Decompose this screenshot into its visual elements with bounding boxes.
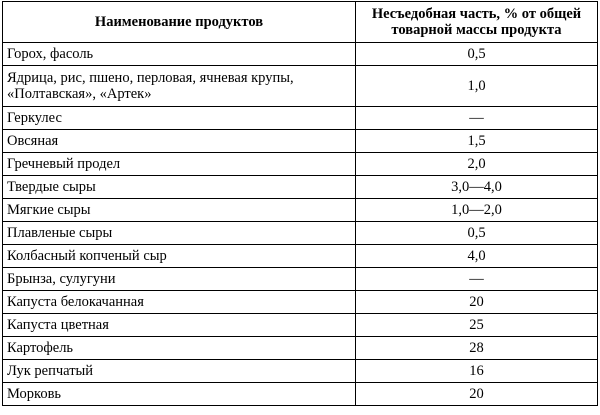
product-name: Лук репчатый	[3, 360, 356, 383]
waste-percent: —	[356, 268, 598, 291]
table-row	[3, 153, 598, 176]
waste-percent: 28	[356, 337, 598, 360]
product-name: Геркулес	[3, 107, 356, 130]
product-name: Капуста цветная	[3, 314, 356, 337]
waste-percent: 1,0—2,0	[356, 199, 598, 222]
waste-percent: —	[356, 107, 598, 130]
product-name: Ядрица, рис, пшено, перловая, ячневая крупы, «Полтавская», «Артек»	[3, 66, 356, 107]
table-row	[3, 383, 598, 406]
waste-percent: 0,5	[356, 43, 598, 66]
waste-percent: 4,0	[356, 245, 598, 268]
table-header-row	[3, 2, 598, 43]
table-row	[3, 176, 598, 199]
product-name: Морковь	[3, 383, 356, 406]
waste-percent: 2,0	[356, 153, 598, 176]
waste-percent: 1,5	[356, 130, 598, 153]
column-header-name: Наименование продуктов	[3, 2, 356, 43]
product-name: Горох, фасоль	[3, 43, 356, 66]
table-row	[3, 268, 598, 291]
table-row	[3, 66, 598, 107]
product-name: Колбасный копченый сыр	[3, 245, 356, 268]
product-name: Гречневый продел	[3, 153, 356, 176]
product-name: Брынза, сулугуни	[3, 268, 356, 291]
product-name: Капуста белокачанная	[3, 291, 356, 314]
table-row	[3, 314, 598, 337]
waste-percent: 20	[356, 291, 598, 314]
waste-percent: 0,5	[356, 222, 598, 245]
product-name: Плавленые сыры	[3, 222, 356, 245]
product-name: Овсяная	[3, 130, 356, 153]
table-row	[3, 222, 598, 245]
table-row	[3, 360, 598, 383]
product-name: Картофель	[3, 337, 356, 360]
product-name: Твердые сыры	[3, 176, 356, 199]
table-row	[3, 337, 598, 360]
table-row	[3, 107, 598, 130]
column-header-value: Несъедобная часть, % от общей товарной массы продукта	[356, 2, 598, 43]
table-row	[3, 43, 598, 66]
waste-percent: 20	[356, 383, 598, 406]
waste-percent: 25	[356, 314, 598, 337]
product-name: Мягкие сыры	[3, 199, 356, 222]
waste-percent: 16	[356, 360, 598, 383]
table-row	[3, 291, 598, 314]
table-row	[3, 130, 598, 153]
products-waste-table	[2, 1, 598, 406]
table-row	[3, 199, 598, 222]
waste-percent: 3,0—4,0	[356, 176, 598, 199]
table-row	[3, 245, 598, 268]
waste-percent: 1,0	[356, 66, 598, 107]
